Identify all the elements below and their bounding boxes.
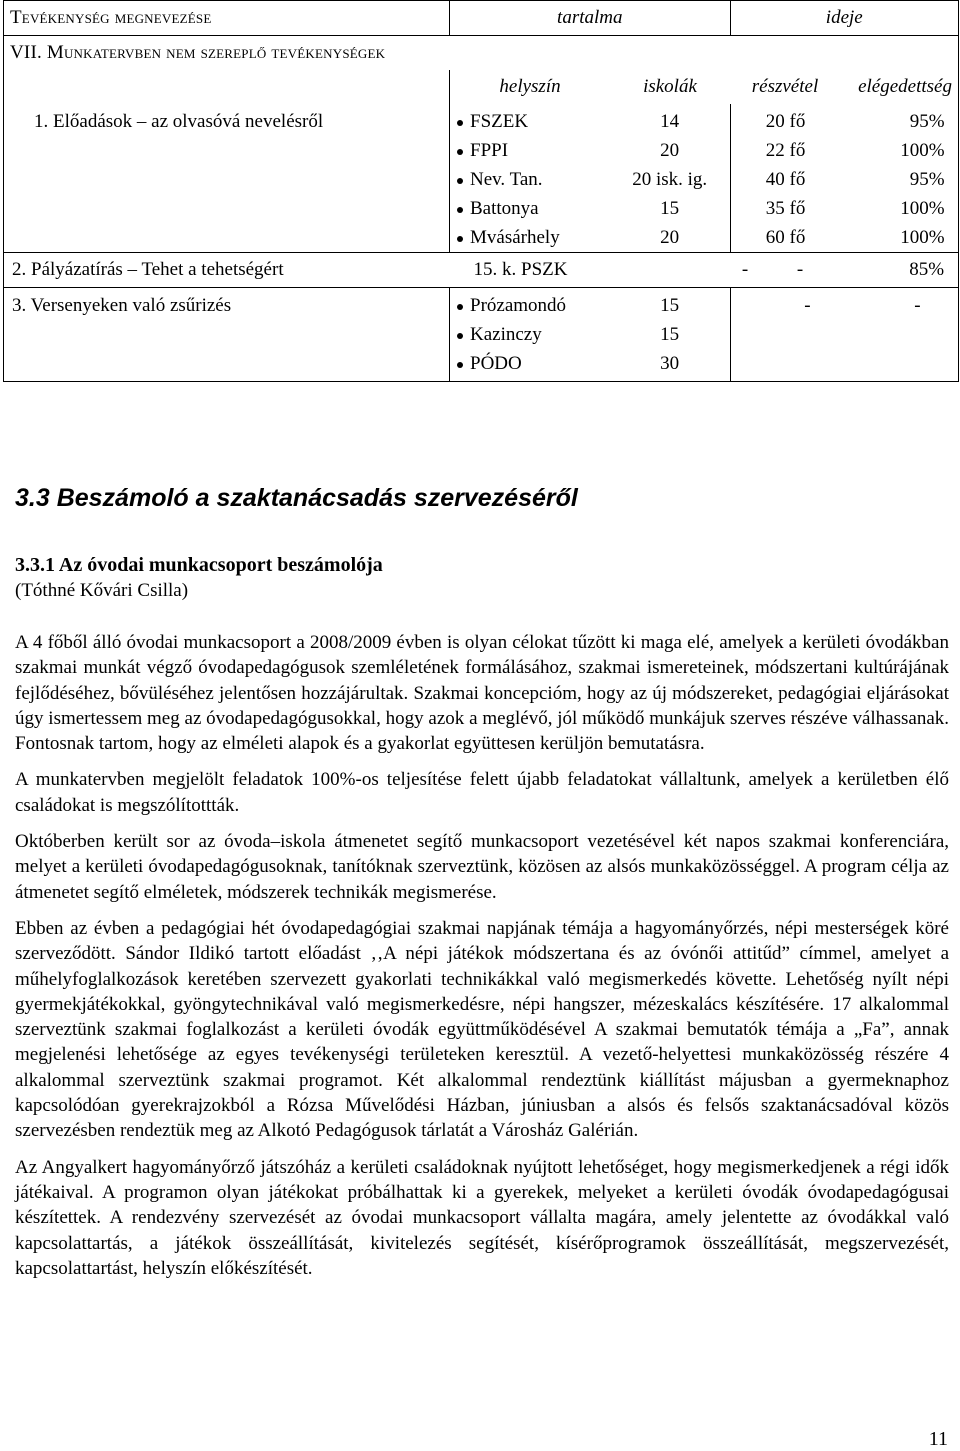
table-row xyxy=(4,252,959,287)
table-cell: 30 xyxy=(660,352,680,374)
table-cell: 100% xyxy=(900,226,945,248)
row3-activity: 3. Versenyeken való zsűrizés xyxy=(4,287,450,381)
table-row xyxy=(4,287,959,381)
list-item: PÓDO xyxy=(456,349,604,378)
row1-results xyxy=(730,104,958,253)
row3-satisfaction: - xyxy=(914,294,921,316)
table-header-row xyxy=(4,1,959,36)
subheader-schools: iskolák xyxy=(643,75,697,97)
table-cell: 40 fő xyxy=(765,168,806,190)
author-line: (Tóthné Kővári Csilla) xyxy=(15,580,189,601)
paragraph: A munkatervben megjelölt feladatok 100%-os teljesítése felett újabb feladatokat vállaltunk, amelyek a kerületben élő családokat is megszólítottták. xyxy=(15,769,949,816)
subsection-heading: 3.3.1 Az óvodai munkacsoport beszámolója xyxy=(15,554,383,576)
subheader-satisfaction: elégedettség xyxy=(858,75,952,97)
paragraph: Októberben került sor az óvoda–iskola átmenetet segítő munkacsoport vezetésével két napos szakmai konferenciára, melyet a kerületi óvodapedagógusoknak, tanítóknak szerveztünk, közösen az alsós munkaközösséggel. A program célja az átmenetet segítő elméletek, módszerek technikák megismerése. xyxy=(15,831,949,903)
row2-activity: 2. Pályázatírás – Tehet a tehetségért xyxy=(4,252,450,287)
table-cell: 100% xyxy=(900,139,945,161)
table-cell: 100% xyxy=(900,197,945,219)
table-cell: 20 fő xyxy=(765,110,806,132)
table-cell: 20 xyxy=(660,139,680,161)
header-activity-name: Tevékenység megnevezése xyxy=(4,1,450,36)
subheader-place: helyszín xyxy=(499,75,561,97)
row1-places xyxy=(450,104,610,253)
table-cell: 95% xyxy=(909,110,945,132)
subheader-row xyxy=(4,70,959,104)
row3-attendance: - xyxy=(804,294,811,316)
paragraph: Az Angyalkert hagyományőrző játszóház a kerületi családoknak nyújtott lehetőséget, hogy megismerkedjenek a régi idők játékaival. A programon olyan játékokat próbálhattak ki a gyerekek, melyeket a kerületi óvodák óvodapedagógusai készítettek. A rendezvény szervezését az óvodai munkacsoport vállalta magára, amely jelentette az óvodákkal való kapcsolattartás, a játékok összeállítását, kivitelezés segítését, kísérőprogramok összeállítását, megszervezését, kapcsolattartást, helyszín előkészítését. xyxy=(15,1156,949,1279)
header-content: tartalma xyxy=(450,1,731,36)
list-item: Battonya xyxy=(456,194,604,223)
list-item: Prózamondó xyxy=(456,291,604,320)
table-cell: 14 xyxy=(660,110,680,132)
table-cell: 95% xyxy=(909,168,945,190)
list-item: Mvásárhely xyxy=(456,223,604,252)
row3-schools xyxy=(610,287,730,381)
table-cell: 15 xyxy=(660,323,680,345)
table-cell: 20 isk. ig. xyxy=(632,168,708,190)
page-number: 11 xyxy=(928,1428,948,1450)
row2-place: 15. k. PSZK xyxy=(450,252,731,287)
activity-table xyxy=(3,0,959,382)
paragraph: A 4 főből álló óvodai munkacsoport a 2008/2009 évben is olyan célokat tűzött ki maga elé, amelyek a kerületi óvodákban szakmai munkát végző óvodapedagógusok szemléletének formálásához, szakmai ismereteinek, módszertani kultúrájának fejlődéséhez, bővüléséhez jelentősen hozzájárultak. Szakmai koncepcióm, hogy az új módszereket, pedagógiai eljárásokat úgy ismertessem meg az óvodapedagógusokkal, hogy azok a meglévő, jól működő munkájuk szerves részéve válhassanak. Fontosnak tartom, hogy az elméleti alapok és a gyakorlat együttesen kerüljön bemutatásra. xyxy=(15,632,949,755)
section-title: VII. Munkatervben nem szereplő tevékenységek xyxy=(4,36,959,70)
table-cell: 15 xyxy=(660,197,680,219)
subheader-attendance: részvétel xyxy=(751,75,819,97)
list-item: FSZEK xyxy=(456,107,604,136)
table-cell: 35 fő xyxy=(765,197,806,219)
row1-activity: 1. Előadások – az olvasóvá nevelésről xyxy=(4,104,450,253)
table-row xyxy=(4,104,959,253)
body-text xyxy=(15,630,949,1292)
section-title-row xyxy=(4,36,959,70)
table-cell: 20 xyxy=(660,226,680,248)
row3-places xyxy=(450,287,610,381)
row2-satisfaction: 85% xyxy=(909,258,945,280)
list-item: Nev. Tan. xyxy=(456,165,604,194)
row1-schools xyxy=(610,104,730,253)
header-time: ideje xyxy=(730,1,958,36)
table-cell: 15 xyxy=(660,294,680,316)
list-item: FPPI xyxy=(456,136,604,165)
paragraph: Ebben az évben a pedagógiai hét óvodapedagógiai szakmai napjának témája a hagyományőrzés, népi mesterségek köré szerveződött. Sándor Ildikó tartott előadást ‚‚A népi játékok módszertana és az óvónői attitűd” címmel, amelyet a műhelyfoglalkozások keretében szervezett gyakorlati technikákkal való megismerkedés követte. Lehetőség nyílt népi gyermekjátékokkal, gyöngytechnikával való megismerkedésre, népi hangszer, mézeskalács készítésére. 17 alkalommal szerveztünk szakmai foglalkozást a kerületi óvodák együttműködésével A szakmai bemutatók témája a „Fa”, annak megjelenési lehetősége az egyes tevékenységi területeken keresztül. A vezető-helyettesi munkaközösség részére 4 alkalommal szerveztünk szakmai programot. Két alkalommal rendeztünk kiállítást májusban a gyermeknaphoz kapcsolódóan gyerekrajzokból a Rózsa Művelődési Házban, júniusban a alsós és felsős szaktanácsadóval közös szervezésben rendeztük meg az Alkotó Pedagógusok tárlatát a Városház Galérián. xyxy=(15,917,949,1142)
section-heading: 3.3 Beszámoló a szaktanácsadás szervezéséről xyxy=(15,484,578,512)
row2-dash: - xyxy=(796,258,804,280)
table-cell: 60 fő xyxy=(765,226,806,248)
row2-attendance: - xyxy=(741,258,749,280)
list-item: Kazinczy xyxy=(456,320,604,349)
table-cell: 22 fő xyxy=(765,139,806,161)
